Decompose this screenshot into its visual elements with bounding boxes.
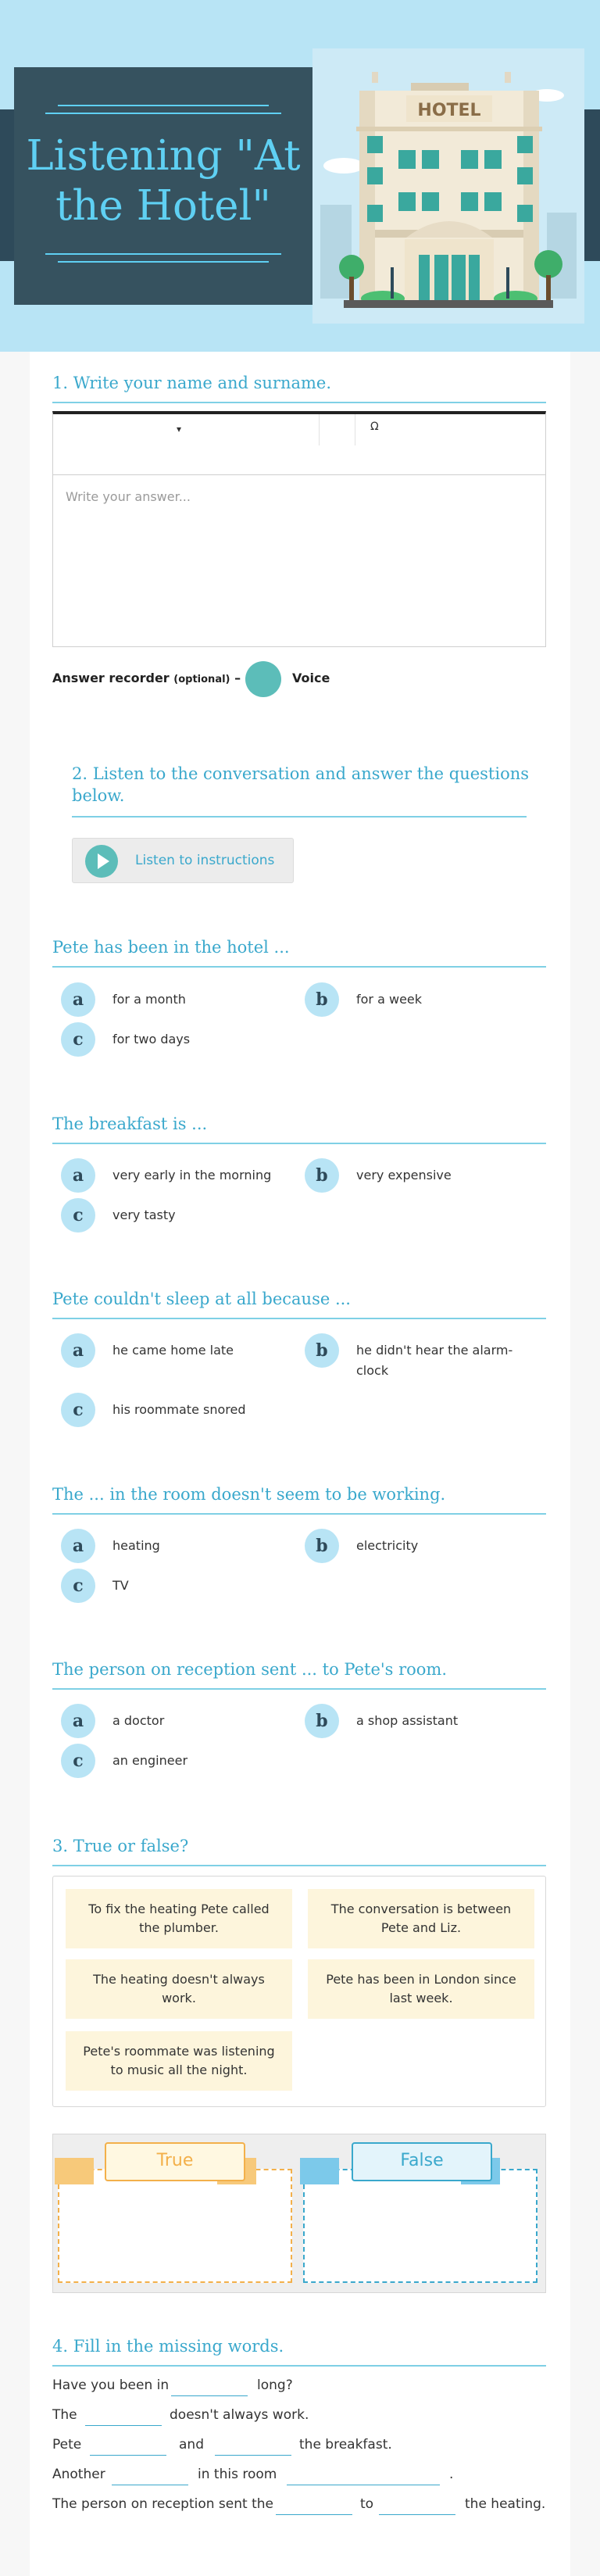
mcq-5-option-a[interactable]: a doctor: [112, 1713, 165, 1728]
divider: [52, 1688, 546, 1690]
statement-card[interactable]: To fix the heating Pete called the plumber.: [66, 1889, 292, 1948]
divider: [52, 1318, 546, 1319]
fill-text: Pete: [52, 2437, 82, 2453]
hotel-illustration: [312, 48, 584, 324]
false-dropzone[interactable]: [303, 2169, 538, 2283]
fill-text: long?: [257, 2377, 293, 2393]
fill-line-1: [52, 2377, 546, 2401]
mcq-4-option-b[interactable]: electricity: [356, 1538, 419, 1553]
voice-record-button[interactable]: [245, 661, 281, 697]
fill-text: to: [360, 2496, 374, 2512]
fill-text: in this room: [198, 2467, 277, 2482]
mcq-2-option-c[interactable]: very tasty: [112, 1208, 176, 1222]
question-1-title: 1. Write your name and surname.: [52, 374, 332, 392]
mcq-2-option-b[interactable]: very expensive: [356, 1168, 452, 1182]
divider: [52, 1513, 546, 1515]
mcq-4-option-a[interactable]: heating: [112, 1538, 160, 1553]
mcq-3-option-a[interactable]: he came home late: [112, 1343, 234, 1358]
fill-text: Have you been in: [52, 2377, 170, 2393]
svg-text:HOTEL: HOTEL: [417, 101, 481, 120]
mcq-3-option-b[interactable]: he didn't hear the alarm-clock: [356, 1343, 513, 1378]
editor-toolbar: [53, 414, 545, 475]
fill-line-4: [52, 2467, 546, 2490]
false-label: False: [352, 2142, 492, 2181]
option-a-badge[interactable]: a: [61, 1333, 95, 1368]
play-icon: [85, 845, 118, 878]
divider: [52, 402, 546, 403]
fill-text: The person on reception sent the: [52, 2496, 273, 2512]
fill-line-5: [52, 2496, 546, 2520]
option-a-badge[interactable]: a: [61, 1158, 95, 1193]
divider: [52, 966, 546, 968]
title-rule: [58, 105, 269, 106]
option-c-badge[interactable]: c: [61, 1569, 95, 1603]
option-b-badge[interactable]: b: [305, 1704, 339, 1738]
title-rule: [45, 113, 281, 114]
ribbon-wing: [55, 2158, 94, 2184]
option-c-badge[interactable]: c: [61, 1744, 95, 1778]
mcq-1-title: Pete has been in the hotel ...: [52, 938, 290, 957]
hotel-icon: [312, 48, 584, 324]
toolbar-divider: [319, 414, 320, 445]
fill-blank-input[interactable]: [112, 2467, 188, 2485]
true-dropzone[interactable]: [58, 2169, 292, 2283]
listen-instructions-button[interactable]: [72, 838, 294, 883]
true-false-dropzones: [52, 2134, 546, 2293]
recorder-label: Answer recorder (optional) –: [52, 671, 241, 685]
title-box: [14, 67, 312, 305]
question-3-title: 3. True or false?: [52, 1837, 189, 1855]
fill-text: Another: [52, 2467, 105, 2482]
option-b-badge[interactable]: b: [305, 1529, 339, 1563]
answer-placeholder: Write your answer...: [66, 489, 191, 504]
question-2-title: 2. Listen to the conversation and answer the questions below.: [72, 764, 530, 805]
ribbon-wing: [300, 2158, 339, 2184]
statement-card[interactable]: Pete has been in London since last week.: [308, 1959, 534, 2019]
option-a-badge[interactable]: a: [61, 982, 95, 1017]
option-c-badge[interactable]: c: [61, 1198, 95, 1233]
statement-card[interactable]: Pete's roommate was listening to music all the night.: [66, 2031, 292, 2091]
page-title: Listening "At the Hotel": [26, 132, 301, 230]
mcq-4-title: The ... in the room doesn't seem to be working.: [52, 1485, 446, 1504]
special-char-icon[interactable]: Ω: [370, 420, 379, 433]
mcq-5-option-b[interactable]: a shop assistant: [356, 1713, 459, 1728]
fill-text: The: [52, 2407, 77, 2423]
mcq-4-option-c[interactable]: TV: [112, 1578, 129, 1593]
font-dropdown-icon[interactable]: ▾: [177, 424, 182, 435]
mcq-5-title: The person on reception sent ... to Pete's room.: [52, 1660, 448, 1679]
divider: [52, 1143, 546, 1144]
option-a-badge[interactable]: a: [61, 1704, 95, 1738]
fill-text: .: [449, 2467, 454, 2482]
mcq-1-option-c[interactable]: for two days: [112, 1032, 191, 1046]
statements-box: [52, 1876, 546, 2107]
divider: [72, 816, 527, 818]
answer-editor[interactable]: [52, 411, 546, 647]
option-b-badge[interactable]: b: [305, 982, 339, 1017]
title-rule: [45, 253, 281, 255]
fill-text: the heating.: [465, 2496, 546, 2512]
fill-blank-input[interactable]: [287, 2467, 440, 2485]
divider: [52, 2365, 546, 2367]
mcq-3-option-c[interactable]: his roommate snored: [112, 1402, 246, 1417]
statement-card[interactable]: The conversation is between Pete and Liz.: [308, 1889, 534, 1948]
fill-text: the breakfast.: [299, 2437, 392, 2453]
fill-blank-input[interactable]: [379, 2496, 455, 2515]
listen-label: Listen to instructions: [135, 853, 275, 868]
question-4-title: 4. Fill in the missing words.: [52, 2337, 284, 2356]
fill-blank-input[interactable]: [85, 2407, 162, 2426]
fill-text: and: [179, 2437, 204, 2453]
option-b-badge[interactable]: b: [305, 1333, 339, 1368]
mcq-1-option-b[interactable]: for a week: [356, 992, 423, 1007]
title-rule: [58, 261, 269, 263]
fill-blank-input[interactable]: [171, 2377, 248, 2396]
statement-card[interactable]: The heating doesn't always work.: [66, 1959, 292, 2019]
option-c-badge[interactable]: c: [61, 1393, 95, 1427]
option-a-badge[interactable]: a: [61, 1529, 95, 1563]
mcq-1-option-a[interactable]: for a month: [112, 992, 186, 1007]
fill-blank-input[interactable]: [90, 2437, 166, 2456]
voice-label: Voice: [292, 671, 330, 685]
fill-text: doesn't always work.: [170, 2407, 309, 2423]
option-b-badge[interactable]: b: [305, 1158, 339, 1193]
mcq-2-title: The breakfast is ...: [52, 1114, 208, 1133]
fill-line-2: [52, 2407, 546, 2431]
mcq-2-option-a[interactable]: very early in the morning: [112, 1168, 272, 1182]
fill-blank-input[interactable]: [276, 2496, 352, 2515]
recorder-optional: (optional): [173, 674, 230, 685]
fill-blank-input[interactable]: [215, 2437, 291, 2456]
option-c-badge[interactable]: c: [61, 1022, 95, 1057]
divider: [52, 1865, 546, 1866]
mcq-3-title: Pete couldn't sleep at all because ...: [52, 1290, 351, 1308]
fill-line-3: [52, 2437, 546, 2460]
recorder-label-text: Answer recorder: [52, 671, 170, 685]
true-label: True: [105, 2142, 245, 2181]
mcq-5-option-c[interactable]: an engineer: [112, 1753, 188, 1768]
